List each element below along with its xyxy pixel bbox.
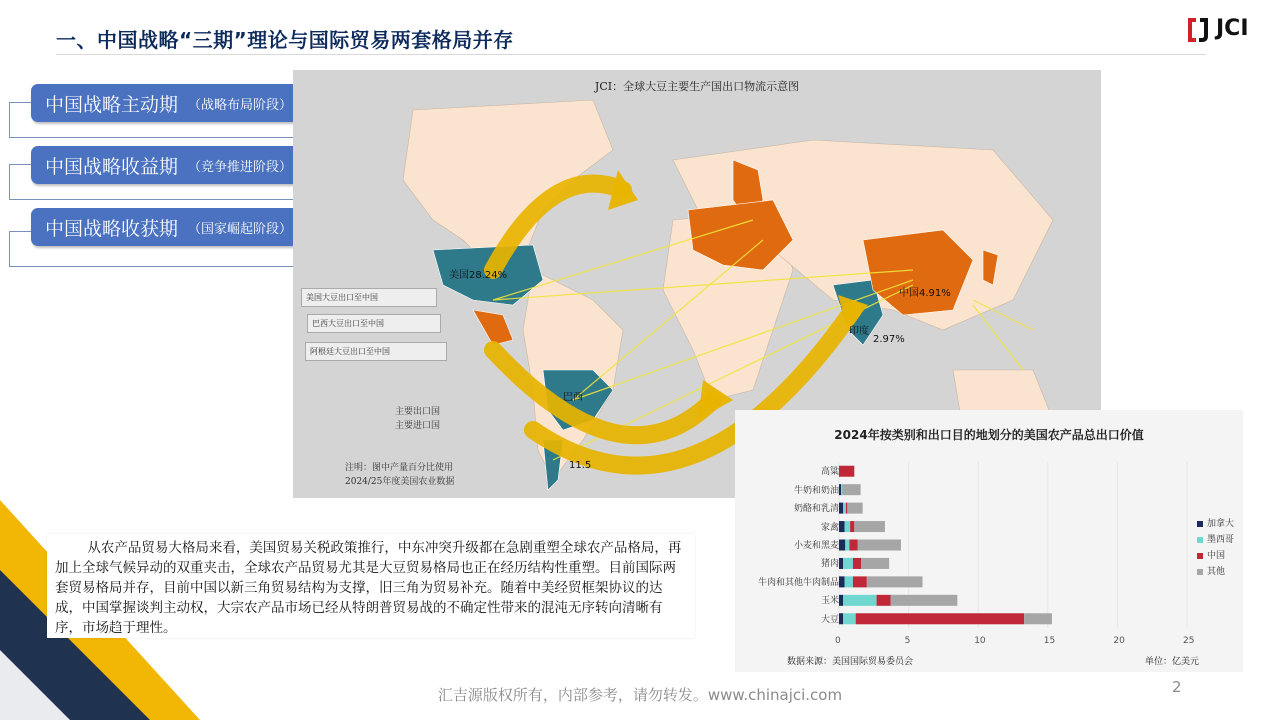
bar-segment (839, 613, 843, 624)
bar-segment (850, 521, 854, 532)
jci-logo-icon (1186, 16, 1216, 44)
bar-segment (854, 521, 885, 532)
category-label: 奶酪和乳清 (793, 504, 839, 515)
legend-swatch (1197, 553, 1203, 559)
argentina-pct: 11.5 (569, 460, 592, 471)
bar-segment (853, 576, 867, 587)
category-label: 猪肉 (820, 559, 839, 570)
legend-label: 墨西哥 (1207, 535, 1235, 545)
us-ag-export-chart (735, 410, 1243, 672)
page-title: 一、中国战略“三期”理论与国际贸易两套格局并存 (56, 28, 514, 52)
legend-item (1197, 564, 1225, 577)
category-label: 玉米 (820, 596, 839, 607)
bar-segment (843, 613, 856, 624)
legend-swatch (1197, 569, 1203, 575)
bar-segment (839, 484, 841, 495)
bar-segment (843, 558, 853, 569)
phase-sub-label: （竞争推进阶段） (188, 159, 293, 175)
bar-segment (846, 503, 847, 514)
page-number: 2 (1172, 678, 1182, 696)
category-label: 大豆 (820, 614, 839, 625)
phase-pill-active (31, 84, 306, 122)
legend-swatch (1197, 537, 1203, 543)
pct-us: 美国28.24% (449, 270, 508, 281)
category-label: 小麦和黑麦 (793, 541, 839, 551)
x-tick-label: 20 (1113, 636, 1125, 646)
pct-india: 2.97% (873, 334, 905, 345)
legend-label: 加拿大 (1207, 519, 1235, 529)
bar-segment (858, 540, 901, 551)
bar-segment (891, 595, 958, 606)
bar-segment (856, 613, 1024, 624)
category-label: 高粱 (820, 467, 839, 478)
bar-segment (877, 595, 891, 606)
legend-item (1197, 548, 1225, 561)
phase-sub-label: （战略布局阶段） (188, 97, 293, 113)
phase-sub-label: （国家崛起阶段） (188, 221, 293, 237)
chart-title: 2024年按类别和出口目的地划分的美国农产品总出口价值 (834, 428, 1144, 442)
map-title: JCI：全球大豆主要生产国出口物流示意图 (594, 80, 800, 93)
bar-segment (839, 595, 843, 606)
title-divider (56, 54, 1206, 55)
bar-segment (839, 503, 843, 514)
category-label: 牛奶和奶油 (793, 485, 839, 496)
bar-segment (839, 466, 854, 477)
copyright-footer: 汇吉源版权所有，内部参考，请勿转发。www.chinajci.com (437, 686, 843, 704)
legend-label: 中国 (1207, 551, 1226, 561)
bar-segment (849, 540, 857, 551)
india-label: 印度 (849, 326, 869, 337)
pct-china: 中国4.91% (899, 288, 951, 299)
map-note-line1: 注明：图中产量百分比使用 (345, 463, 454, 473)
legend-label: 其他 (1207, 567, 1226, 577)
legend-swatch (1197, 521, 1203, 527)
bar-segment (839, 558, 843, 569)
bar-segment (845, 521, 851, 532)
legend-item (1197, 516, 1234, 529)
x-tick-label: 0 (835, 636, 841, 646)
bar-segment (853, 558, 861, 569)
map-import-label: 主要进口国 (395, 421, 441, 431)
chart-unit: 单位：亿美元 (1145, 657, 1200, 667)
category-label: 家禽 (820, 522, 839, 533)
bar-segment (839, 521, 845, 532)
category-label: 牛肉和其他牛肉制品 (757, 577, 839, 588)
chart-source: 数据来源：美国国际贸易委员会 (787, 657, 914, 667)
phase-main-label: 中国战略收获期 (45, 217, 179, 240)
bar-segment (867, 576, 923, 587)
bar-segment (839, 576, 845, 587)
bar-segment (841, 484, 842, 495)
phase-pill-harvest (31, 208, 306, 246)
map-legend-argentina: 阿根廷大豆出口至中国 (305, 342, 447, 361)
phase-main-label: 中国战略收益期 (45, 155, 179, 178)
x-tick-label: 10 (974, 636, 986, 646)
bar-segment (861, 558, 889, 569)
x-tick-label: 5 (904, 636, 911, 646)
bar-segment (845, 576, 853, 587)
bar-segment (843, 595, 876, 606)
bar-segment (842, 484, 860, 495)
x-tick-label: 15 (1043, 636, 1056, 646)
phase-main-label: 中国战略主动期 (45, 93, 179, 116)
x-tick-label: 25 (1183, 636, 1195, 646)
map-legend-brazil: 巴西大豆出口至中国 (307, 314, 441, 333)
logo-text: JCI (1216, 16, 1249, 41)
phase-pill-benefit (31, 146, 306, 184)
map-legend-us: 美国大豆出口至中国 (301, 288, 437, 307)
analysis-paragraph: 从农产品贸易大格局来看，美国贸易关税政策推行，中东冲突升级都在急剧重塑全球农产品格局，再加上全球气候异动的双重夹击，全球农产品贸易尤其是大豆贸易格局也正在经历结构性重塑。目前国际两套贸易格局并存，目前中国以新三角贸易结构为支撑，旧三角为贸易补充。随着中美经贸框架协议的达成，中国掌握谈判主动权，大宗农产品市场已经从特朗普贸易战的不确定性带来的混沌无序转向清晰有序，市场趋于理性。 (47, 534, 695, 638)
bar-segment (845, 540, 849, 551)
bar-segment (839, 540, 845, 551)
legend-item (1197, 532, 1234, 545)
map-note-line2: 2024/25年度美国农业数据 (345, 477, 455, 487)
bar-segment (1024, 613, 1052, 624)
bar-segment (847, 503, 862, 514)
bar-segment (843, 503, 846, 514)
map-export-label: 主要出口国 (395, 407, 441, 417)
brazil-label: 巴西 (563, 392, 583, 403)
